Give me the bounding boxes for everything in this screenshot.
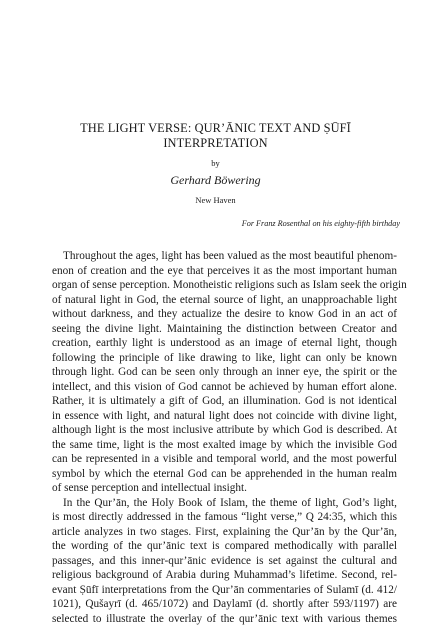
- body-line: creation, earthly light is understood as an image of eternal light, though: [52, 337, 397, 350]
- body-line: seeing the divine light. Maintaining the distinction between Creator and: [52, 322, 397, 335]
- body-line: evant Ṣūfī interpretations from the Qur’ān commentaries of Sulamī (d. 412/: [52, 583, 397, 596]
- body-line: religious background of Arabia during Muhammad’s lifetime. Second, rel-: [52, 569, 397, 582]
- body-line: symbol by which the eternal God can be apprehended in the human realm: [52, 467, 397, 480]
- body-line: although light is the most inclusive attribute by which God is described. At: [52, 424, 397, 437]
- body-line: of natural light in God, the eternal source of light, an unapproachable light: [52, 293, 397, 306]
- body-line: 1021), Qušayrī (d. 465/1072) and Daylamī (d. shortly after 593/1197) are: [52, 598, 397, 611]
- body-line: Rather, it is ultimately a gift of God, an illumination. God is not identical: [52, 395, 397, 408]
- body-line: enon of creation and the eye that perceives it as the most important human: [52, 264, 397, 277]
- article-title-line-1: THE LIGHT VERSE: QUR’ĀNIC TEXT AND ṢŪFĪ: [80, 121, 351, 135]
- body-line: is most directly addressed in the famous “light verse,” Q 24:35, which this: [52, 511, 397, 524]
- body-line: organ of sense perception. Monotheistic religions such as Islam seek the origin: [52, 279, 407, 292]
- article-title-line-2: INTERPRETATION: [163, 136, 268, 150]
- body-line: without darkness, and they actualize the desire to know God in an act of: [52, 308, 397, 321]
- body-line: passages, and this inner-qur’ānic evidence is set against the cultural and: [52, 554, 397, 567]
- body-line: In the Qur’ān, the Holy Book of Islam, the theme of light, God’s light,: [63, 496, 397, 509]
- body-line: the wording of the qur’ānic text is compared methodically with parallel: [52, 540, 397, 553]
- body-line: can be represented in a visible and temporal world, and the most powerful: [52, 453, 397, 466]
- body-line: of sense perception and intellectual insight.: [52, 482, 247, 495]
- body-line: the same time, light is the most exalted image by which the invisible God: [52, 438, 397, 451]
- byline-by: by: [211, 158, 220, 168]
- body-line: in essence with light, and natural light does not coincide with divine light,: [52, 409, 397, 422]
- body-line: through light. God can be seen only through an inner eye, the spirit or the: [52, 366, 397, 379]
- body-line: article analyzes in two stages. First, explaining the Qur’ān by the Qur’ān,: [52, 525, 397, 538]
- body-line: intellect, and this vision of God cannot be achieved by human effort alone.: [52, 380, 397, 393]
- body-line: selected to illustrate the overlay of the qur’ānic text with various themes: [52, 612, 397, 625]
- dedication: For Franz Rosenthal on his eighty-fifth birthday: [241, 219, 400, 228]
- author-location: New Haven: [195, 195, 236, 205]
- body-line: following the principle of like drawing to like, light can only be known: [52, 351, 397, 364]
- author-name: Gerhard Böwering: [170, 173, 261, 187]
- body-text: [52, 249, 407, 626]
- body-line: Throughout the ages, light has been valued as the most beautiful phenom-: [63, 250, 397, 262]
